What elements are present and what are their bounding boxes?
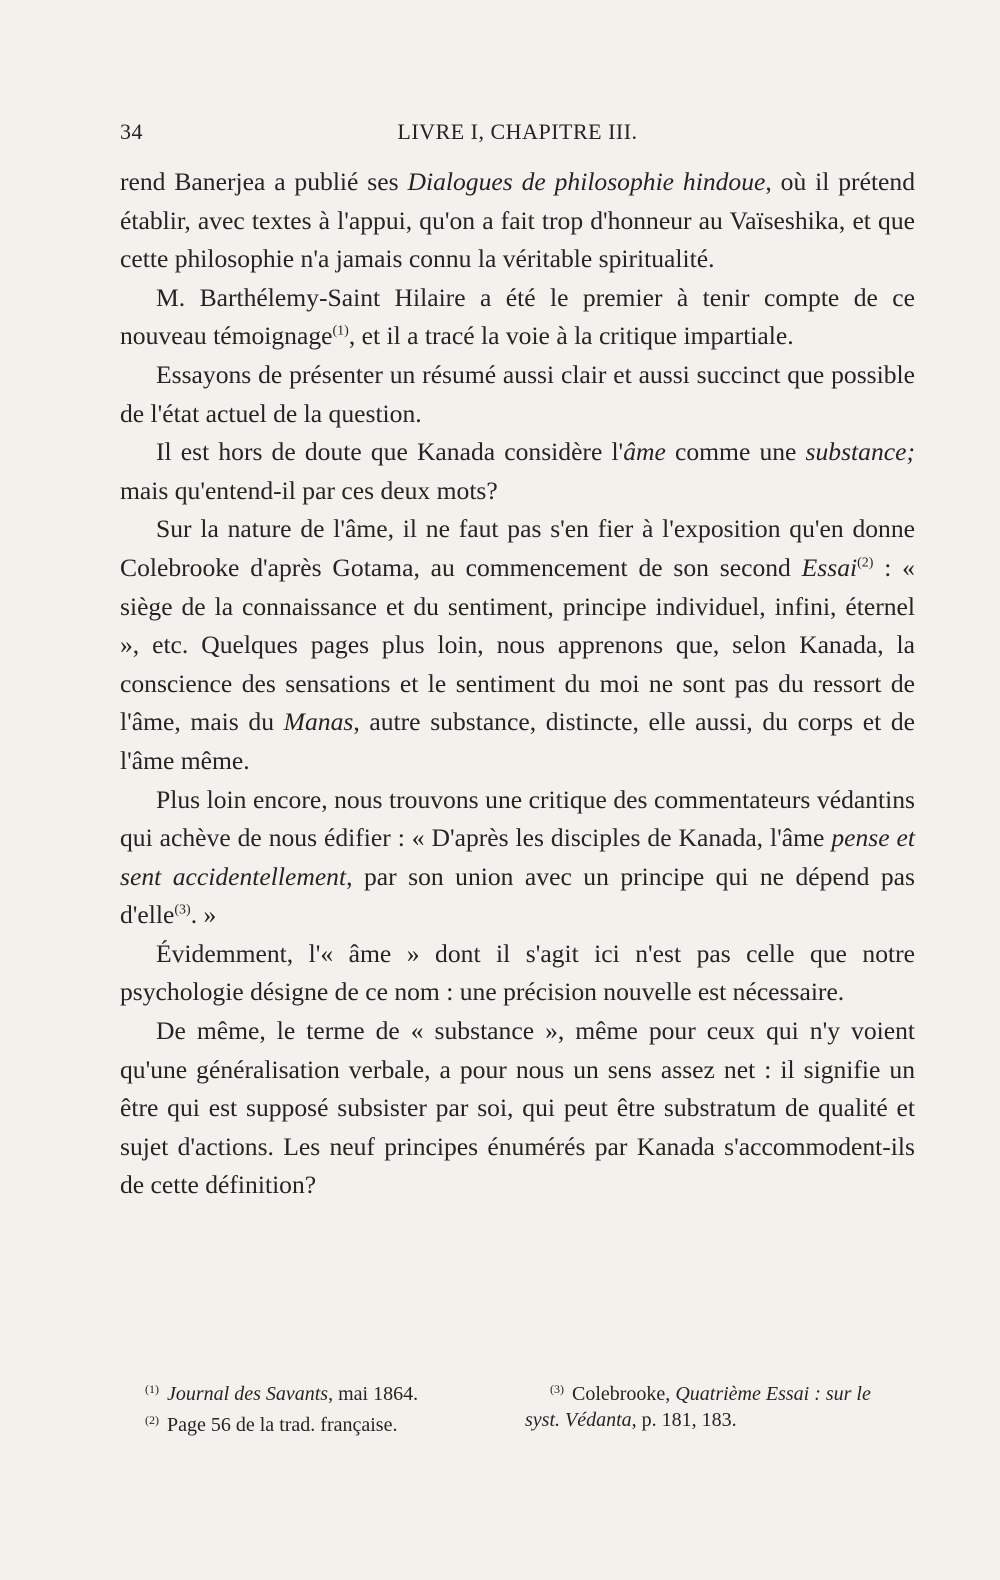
footnotes [145,1374,915,1436]
paragraph-6: Plus loin encore, nous trouvons une critique des commentateurs védantins qui achève de nous édifier : « D'après les disciples de Kanada, l'âme pense et sent accidentellement, par son union avec un principe qui ne dépend pas d'elle$^{(3)}$. » [120,784,915,930]
paragraph-3: Essayons de présenter un résumé aussi clair et aussi succinct que possible de l'état actuel de la question. [120,359,915,428]
body-text [120,163,915,1205]
paragraph-4: Il est hors de doute que Kanada considère l'âme comme une substance; mais qu'entend-il par ces deux mots? [120,437,916,505]
footnote-ref-3: (3) [174,902,191,918]
book-title: Dialogues de philosophie hindoue [407,167,766,196]
footnote-row [145,1405,915,1436]
footnote-3: $^{(3)}$ Colebrooke, Quatrième Essai : sur le [550,1382,871,1405]
paragraph-7: Évidemment, l'« âme » dont il s'agit ici n'est pas celle que notre psychologie désigne de ce nom : une précision nouvelle est nécessaire. [120,938,915,1007]
page-number: 34 [120,119,143,144]
footnote-3-continued: syst. Védanta, p. 181, 183. [525,1409,737,1431]
running-head [120,119,915,149]
footnote-1: $^{(1)}$ Journal des Savants, mai 1864. [145,1382,419,1405]
chapter-heading: LIVRE I, CHAPITRE III. [397,119,638,144]
paragraph-1: rend Banerjea a publié ses Dialogues de philosophie hindoue, où il prétend établir, avec textes à l'appui, qu'on a fait trop d'honneur au Vaïseshika, et que cette philosophie n'a jamais connu la véritable spiritualité. [120,167,916,274]
footnote-ref-1: (1) [332,323,349,339]
paragraph-5: Sur la nature de l'âme, il ne faut pas s'en fier à l'exposition qu'en donne Colebrooke d'après Gotama, au commencement de son second Essai$^{(2)}$ : « siège de la connaissance et du sentiment, principe individuel, infini, éternel », etc. Quelques pages plus loin, nous apprenons que, selon Kanada, la conscience des sensations et le sentiment du moi ne sont pas du ressort de l'âme, mais du Manas, autre substance, distincte, elle aussi, du corps et de l'âme même. [120,514,915,775]
footnote-ref-2: (2) [857,555,874,571]
footnote-row [145,1374,915,1405]
paragraph-8: De même, le terme de « substance », même pour ceux qui n'y voient qu'une généralisation verbale, a pour nous un sens assez net : il signifie un être qui est supposé subsister par soi, qui peut être substratum de qualité et sujet d'actions. Les neuf principes énumérés par Kanada s'accommodent-ils de cette définition? [120,1016,915,1200]
footnote-2: $^{(2)}$ Page 56 de la trad. française. [145,1413,398,1436]
paragraph-2: M. Barthélemy-Saint Hilaire a été le premier à tenir compte de ce nouveau témoignage$^{(1)}$, et il a tracé la voie à la critique impartiale. [120,282,915,351]
